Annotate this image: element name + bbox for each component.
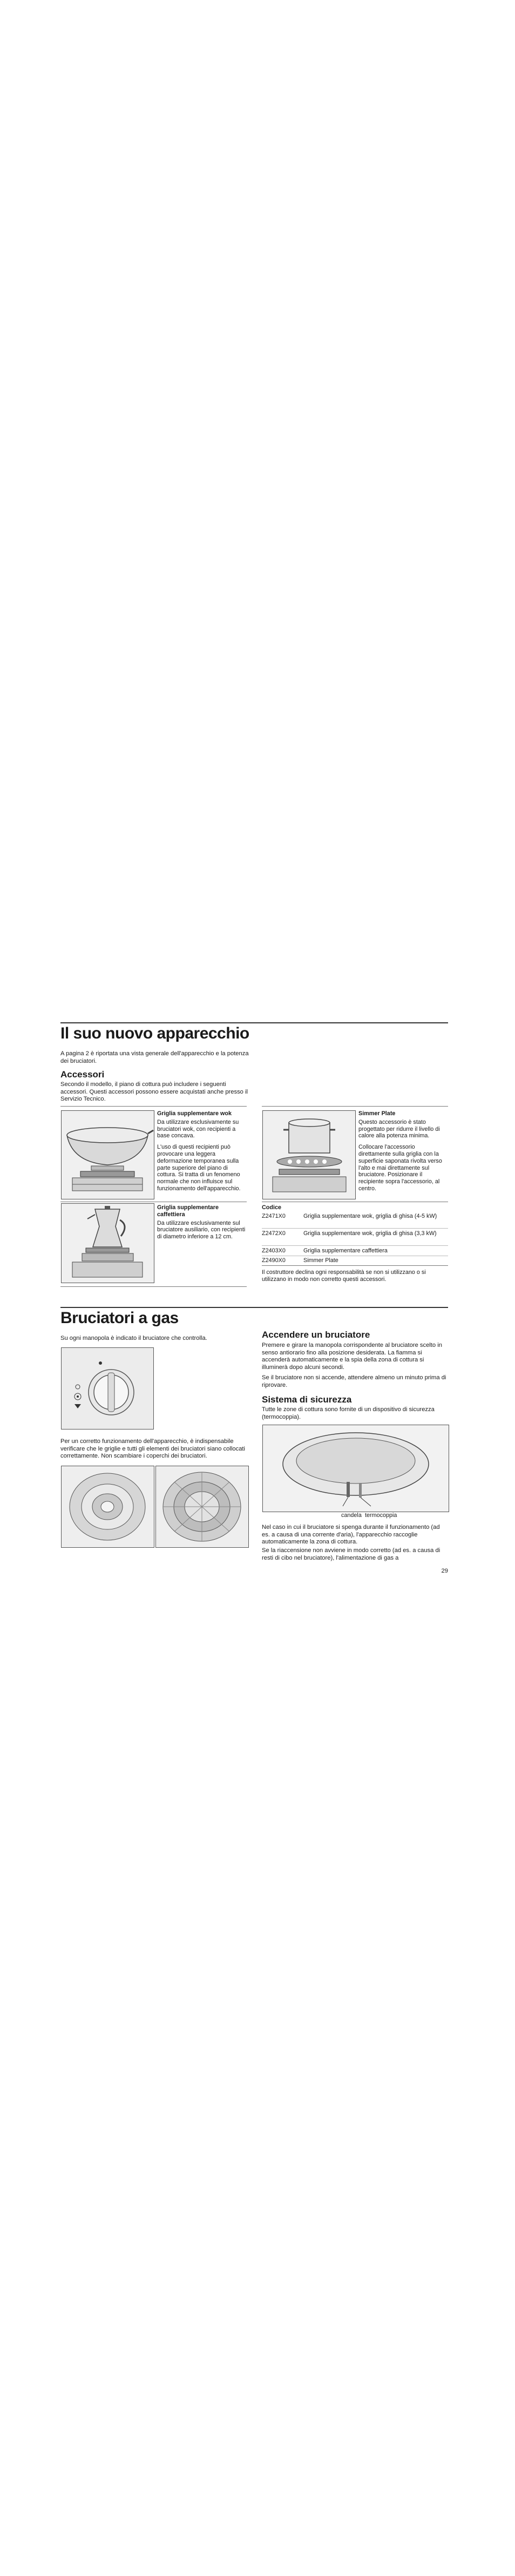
- section-title: Il suo nuovo apparecchio: [60, 1024, 249, 1042]
- code-cell: Z2490X0: [262, 1257, 286, 1264]
- simmer-text-2: Collocare l'accessorio direttamente sulla griglia con la superficie saponata rivolta verso l'alto e mai direttamente sul bruciatore. Posizionare il recipiente sopra l'accessorio, al centro.: [358, 1144, 442, 1192]
- control-knob-illustration: [61, 1347, 154, 1429]
- table-row: [262, 1247, 448, 1255]
- page-number: 29: [441, 1568, 448, 1574]
- code-cell: Z2403X0: [262, 1247, 286, 1254]
- wok-grid-illustration: [61, 1110, 154, 1199]
- section-rule: [60, 1307, 448, 1308]
- accessories-heading: Accessori: [60, 1069, 105, 1080]
- coffee-grid-illustration: [61, 1203, 154, 1283]
- wok-text-2: L'uso di questi recipienti può provocare una leggera deformazione temporanea sulla parte superiore del piano di cottura. Si tratta di un fenomeno normale che non influisce sul funzionamento dell'apparecchio.: [157, 1144, 241, 1192]
- burner-assembled-illustration: [155, 1466, 249, 1548]
- safety-heading: Sistema di sicurezza: [262, 1394, 352, 1405]
- safety-text-3: Se la riaccensione non avviene in modo corretto (ad es. a causa di resti di cibo nel bruciatore), l'alimentazione di gas a: [262, 1547, 441, 1561]
- table-row: [262, 1213, 448, 1227]
- wok-caption: [157, 1110, 247, 1192]
- coffee-title: Griglia supplementare caffettiera: [157, 1204, 219, 1218]
- coffee-text-1: Da utilizzare esclusivamente sul bruciatore ausiliario, con recipienti di diametro inferiore a 12 cm.: [157, 1219, 246, 1240]
- accessories-intro: Secondo il modello, il piano di cottura può includere i seguenti accessori. Questi accessori possono essere acquistati anche presso il Servizio Tecnico.: [60, 1081, 248, 1102]
- light-burner-heading: Accendere un bruciatore: [262, 1330, 370, 1340]
- table-row: [262, 1230, 448, 1244]
- burner-parts-illustration: [61, 1466, 154, 1548]
- candela-label: candela: [341, 1512, 362, 1519]
- divider: [60, 1106, 247, 1107]
- desc-cell: Griglia supplementare caffettiera: [303, 1247, 388, 1254]
- wok-title: Griglia supplementare wok: [157, 1110, 232, 1117]
- code-cell: Z2472X0: [262, 1230, 286, 1237]
- desc-cell: Griglia supplementare wok, griglia di ghisa (4-5 kW): [303, 1213, 437, 1219]
- burners-intro: Su ogni manopola è indicato il bruciatore che controlla.: [60, 1335, 207, 1341]
- safety-text-1: Tutte le zone di cottura sono fornite di un dispositivo di sicurezza (termocoppia).: [262, 1406, 435, 1420]
- divider: [60, 1286, 247, 1287]
- assembly-text: Per un corretto funzionamento dell'apparecchio, è indispensabile verificare che le griglie e tutti gli elementi dei bruciatori siano collocati correttamente. Non scambiare i coperchi dei bruciatori.: [60, 1438, 246, 1459]
- light-burner-text-1: Premere e girare la manopola corrispondente al bruciatore scelto in senso antiorario fino alla posizione desiderata. La fiamma si accenderà automaticamente e la spia della zona di cottura si illuminerà dopo alcuni secondi.: [262, 1342, 442, 1371]
- thermocouple-illustration: [262, 1425, 449, 1512]
- simmer-title: Simmer Plate: [358, 1110, 396, 1117]
- codes-heading: Codice: [262, 1204, 281, 1211]
- divider: [262, 1245, 448, 1246]
- divider: [262, 1228, 448, 1229]
- desc-cell: Griglia supplementare wok, griglia di ghisa (3,3 kW): [303, 1230, 437, 1237]
- light-burner-text-2: Se il bruciatore non si accende, attendere almeno un minuto prima di riprovare.: [262, 1374, 446, 1388]
- safety-text-2: Nel caso in cui il bruciatore si spenga durante il funzionamento (ad es. a causa di una corrente d'aria), l'apparecchio raccoglie automaticamente la zona di cottura.: [262, 1524, 440, 1545]
- simmer-caption: [358, 1110, 448, 1192]
- codes-disclaimer: Il costruttore declina ogni responsabilità se non si utilizzano o si utilizzano in modo non corretto questi accessori.: [262, 1269, 426, 1283]
- wok-text-1: Da utilizzare esclusivamente su bruciatori wok, con recipienti a base concava.: [157, 1118, 239, 1139]
- simmer-text-1: Questo accessorio è stato progettato per ridurre il livello di calore alla potenza minima.: [358, 1118, 440, 1139]
- intro-text: A pagina 2 è riportata una vista generale dell'apparecchio e la potenza dei bruciatori.: [60, 1050, 249, 1064]
- coffee-caption: [157, 1204, 247, 1240]
- desc-cell: Simmer Plate: [303, 1257, 338, 1264]
- simmer-plate-illustration: [262, 1110, 356, 1199]
- divider: [262, 1265, 448, 1266]
- section-rule: [60, 1022, 448, 1023]
- termocoppia-label: termocoppia: [365, 1512, 397, 1519]
- code-cell: Z2471X0: [262, 1213, 286, 1219]
- section-title: Bruciatori a gas: [60, 1309, 179, 1327]
- divider: [262, 1106, 448, 1107]
- table-row: [262, 1257, 448, 1264]
